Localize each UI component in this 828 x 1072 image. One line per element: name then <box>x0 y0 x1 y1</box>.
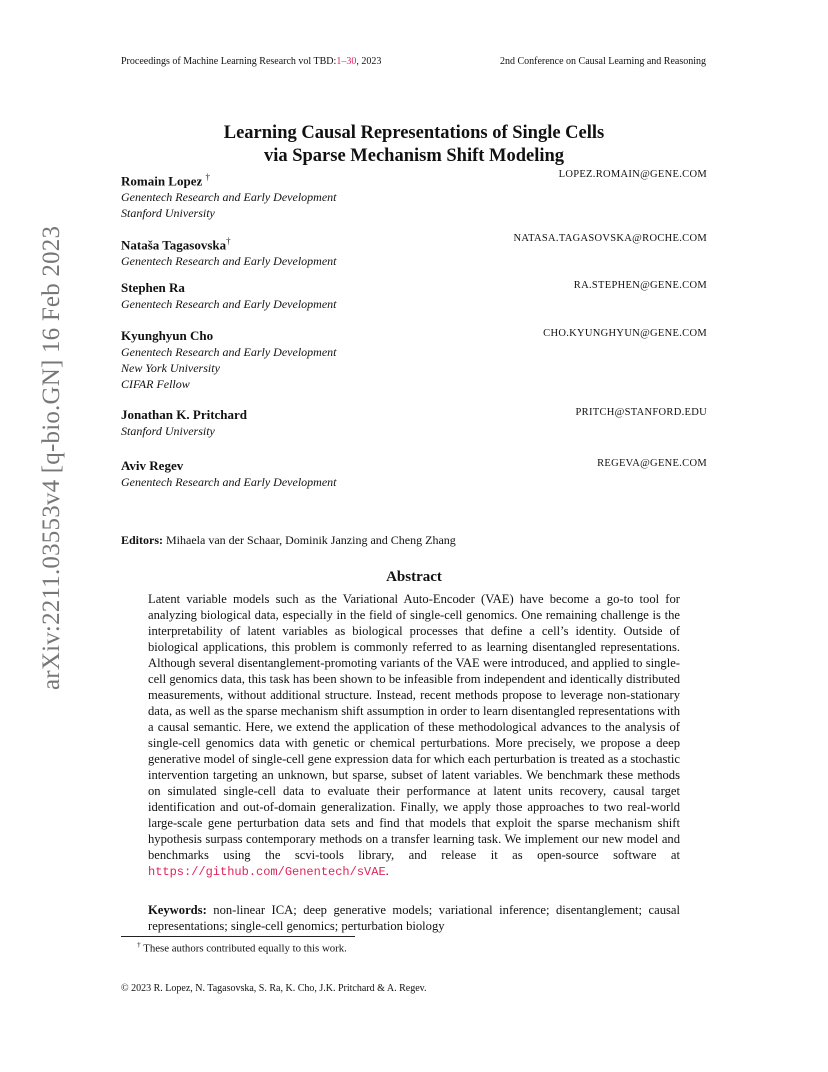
author-block <box>121 328 707 392</box>
keywords-label: Keywords: <box>148 903 207 917</box>
abstract-end: . <box>385 864 389 878</box>
author-affiliation: Genentech Research and Early Development <box>121 297 337 311</box>
editors-names: Mihaela van der Schaar, Dominik Janzing and Cheng Zhang <box>163 533 456 547</box>
copyright-notice: © 2023 R. Lopez, N. Tagasovska, S. Ra, K. Cho, J.K. Pritchard & A. Regev. <box>121 983 427 994</box>
running-header-right: 2nd Conference on Causal Learning and Reasoning <box>499 56 706 67</box>
editors-label: Editors: <box>121 533 163 547</box>
author-email[interactable]: PRITCH@STANFORD.EDU <box>575 407 707 418</box>
author-block <box>121 233 707 269</box>
author-block <box>121 280 707 312</box>
title-line-2: via Sparse Mechanism Shift Modeling <box>263 146 565 166</box>
keywords-line <box>148 902 680 934</box>
paper-title <box>121 122 707 168</box>
author-email[interactable]: REGEVA@GENE.COM <box>597 458 707 469</box>
abstract-body <box>148 591 680 880</box>
arxiv-identifier: arXiv:2211.03553v4 [q-bio.GN] 16 Feb 2023 <box>38 225 65 690</box>
author-email[interactable]: LOPEZ.ROMAIN@GENE.COM <box>558 169 707 180</box>
running-header-left <box>121 56 381 67</box>
author-affiliation: New York University <box>121 361 220 375</box>
author-affiliation: Genentech Research and Early Development <box>121 254 337 269</box>
author-affiliation: Stanford University <box>121 424 215 438</box>
author-affiliation: Genentech Research and Early Development <box>121 475 337 489</box>
footnote-mark: † <box>137 940 141 949</box>
journal-year: , 2023 <box>356 56 382 67</box>
author-affiliation: Genentech Research and Early Development <box>121 190 337 205</box>
author-block <box>121 169 707 221</box>
author-affiliation: CIFAR Fellow <box>121 377 190 391</box>
abstract-text: Latent variable models such as the Variational Auto-Encoder (VAE) have become a go-to tool for analyzing biological data, especially in the field of single-cell genomics. One remaining challenge is the interpretability of latent variables as biological processes that define a cell’s identity. Outside of biological applications, this problem is commonly referred to as learning disentangled representations. Although several disentanglement-promoting variants of the VAE were introduced, and applied to single-cell genomics data, this task has been shown to be infeasible from independent and identically distributed measurements, without additional structure. Instead, recent methods propose to leverage non-stationary data, as well as the sparse mechanism shift assumption in order to learn disentangled representations with a causal semantic. Here, we extend the application of these methodological advances to the analysis of single-cell genomics data with genetic or chemical perturbations. More precisely, we propose a deep generative model of single-cell gene expression data for which each perturbation is treated as a stochastic intervention targeting an unknown, but sparse, subset of latent variables. We benchmark these methods on simulated single-cell data to evaluate their performance at latent units recovery, causal target identification and out-of-domain generalization. Finally, we apply those approaches to two real-world large-scale gene perturbation data sets and find that models that exploit the sparse mechanism shift hypothesis surpass contemporary methods on a transfer learning task. We implement our new model and benchmarks using the scvi-tools library, and release it as open-source software at <box>148 592 680 862</box>
footnote <box>137 940 347 955</box>
abstract-heading: Abstract <box>386 569 442 585</box>
author-email[interactable]: CHO.KYUNGHYUN@GENE.COM <box>543 328 707 339</box>
author-name: Aviv Regev <box>121 458 184 473</box>
journal-name: Proceedings of Machine Learning Research vol TBD: <box>121 56 337 67</box>
editors-line <box>121 533 456 548</box>
author-name: Kyunghyun Cho <box>121 328 214 343</box>
author-block <box>121 407 707 439</box>
github-link[interactable]: https://github.com/Genentech/sVAE <box>148 865 386 879</box>
author-name: Jonathan K. Pritchard <box>121 407 248 422</box>
author-email[interactable]: NATASA.TAGASOVSKA@ROCHE.COM <box>513 233 707 244</box>
footnote-text: These authors contributed equally to this work. <box>140 942 347 955</box>
author-affiliation: Genentech Research and Early Development <box>121 345 337 359</box>
keywords-text: non-linear ICA; deep generative models; variational inference; disentanglement; causal representations; single-cell genomics; perturbation biology <box>148 903 680 933</box>
page-range-link[interactable]: 1–30 <box>336 56 357 67</box>
title-line-1: Learning Causal Representations of Single Cells <box>223 123 605 143</box>
author-affiliation: Stanford University <box>121 206 215 221</box>
footnote-divider <box>121 936 355 937</box>
author-block <box>121 458 707 490</box>
author-email[interactable]: RA.STEPHEN@GENE.COM <box>573 280 707 291</box>
author-name: Romain Lopez † <box>121 172 210 189</box>
author-name: Nataša Tagasovska† <box>121 236 231 253</box>
author-name: Stephen Ra <box>121 280 185 295</box>
